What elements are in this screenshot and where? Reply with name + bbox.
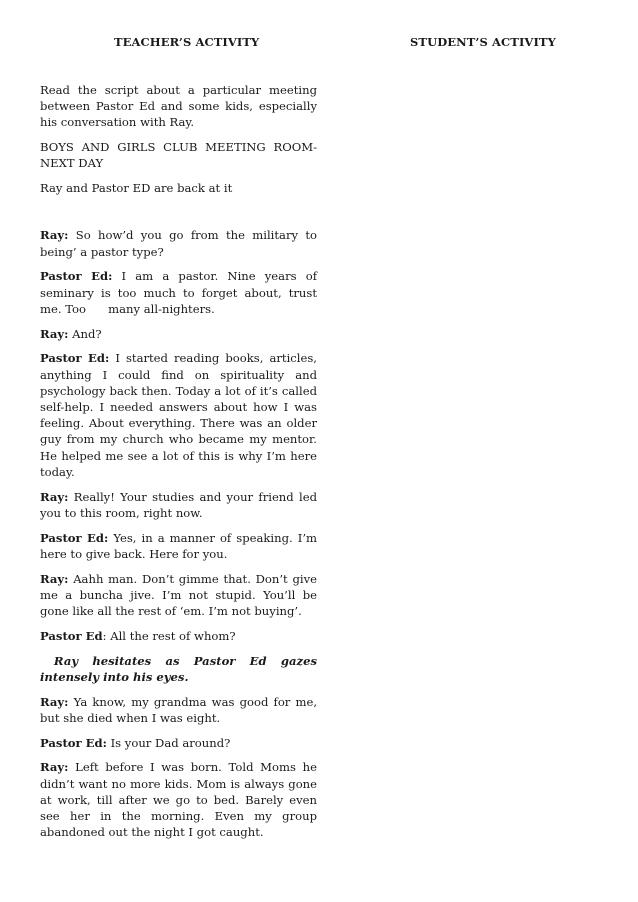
speaker-label: Pastor Ed: [40, 269, 113, 284]
script-line [40, 735, 317, 751]
line-text: Yes, in a manner of speaking. I’m here to give back. Here for you. [40, 530, 317, 561]
speaker-label: Pastor Ed: [40, 530, 109, 545]
line-text: I started reading books, articles, anything I could find on spirituality and psychology back then. Today a lot of it’s called self-help. I needed answers about how I was feeling. About everything. There was an older guy from my church who became my mentor. He helped me see a lot of this is why I’m here today. [40, 351, 317, 479]
stage-direction [40, 653, 317, 685]
script-line [40, 759, 317, 840]
script-line [40, 694, 317, 726]
speaker-label: Ray: [40, 489, 69, 504]
line-text: So how’d you go from the military to being’ a pastor type? [40, 228, 318, 259]
teacher-activity-heading: TEACHER’S ACTIVITY [114, 35, 260, 49]
line-text: Left before I was born. Told Moms he didn’t want no more kids. Mom is always gone at work, till after we go to bed. Barely even see her in the morning. Even my group abandoned out the night I got caught. [40, 760, 317, 840]
script-line [40, 268, 321, 317]
script-line [40, 326, 317, 342]
script-line [40, 628, 317, 644]
line-text: Is your Dad around? [110, 735, 231, 750]
speaker-label: Ray: [40, 326, 69, 341]
speaker-label: Ray: [40, 571, 69, 586]
script-line [40, 571, 317, 620]
line-text: And? [72, 326, 102, 341]
script-line [40, 489, 317, 521]
scene-heading: BOYS AND GIRLS CLUB MEETING ROOM-NEXT DAY [40, 140, 317, 171]
line-text: Ya know, my grandma was good for me, but she died when I was eight. [40, 694, 318, 725]
line-text: : All the rest of whom? [102, 628, 236, 643]
script-line [40, 227, 317, 259]
line-text: Aahh man. Don’t gimme that. Don’t give me a buncha jive. I’m not stupid. You’ll be gone like all the rest of ‘em. I’m not buying’. [40, 571, 317, 619]
speaker-label: Ray: [40, 228, 69, 243]
speaker-label: Pastor Ed [40, 628, 103, 643]
student-activity-heading: STUDENT’S ACTIVITY [410, 35, 556, 49]
speaker-label: Pastor Ed: [40, 735, 107, 750]
setting-line: Ray and Pastor ED are back at it [40, 181, 233, 196]
speaker-label: Ray: [40, 694, 69, 709]
script-line [40, 350, 317, 480]
line-text: Really! Your studies and your friend led you to this room, right now. [40, 489, 317, 520]
teacher-activity-column [40, 82, 321, 849]
stage-direction-text: Ray hesitates as Pastor Ed gazes intensely into his eyes. [40, 653, 317, 684]
speaker-label: Pastor Ed: [40, 351, 110, 366]
instruction-paragraph: Read the script about a particular meeting between Pastor Ed and some kids, especially his conversation with Ray. [40, 83, 317, 130]
script-line [40, 530, 317, 562]
line-text: I am a pastor. Nine years of seminary is too much to forget about, trust me. Too many all-nighters. [40, 269, 321, 316]
speaker-label: Ray: [40, 760, 69, 775]
